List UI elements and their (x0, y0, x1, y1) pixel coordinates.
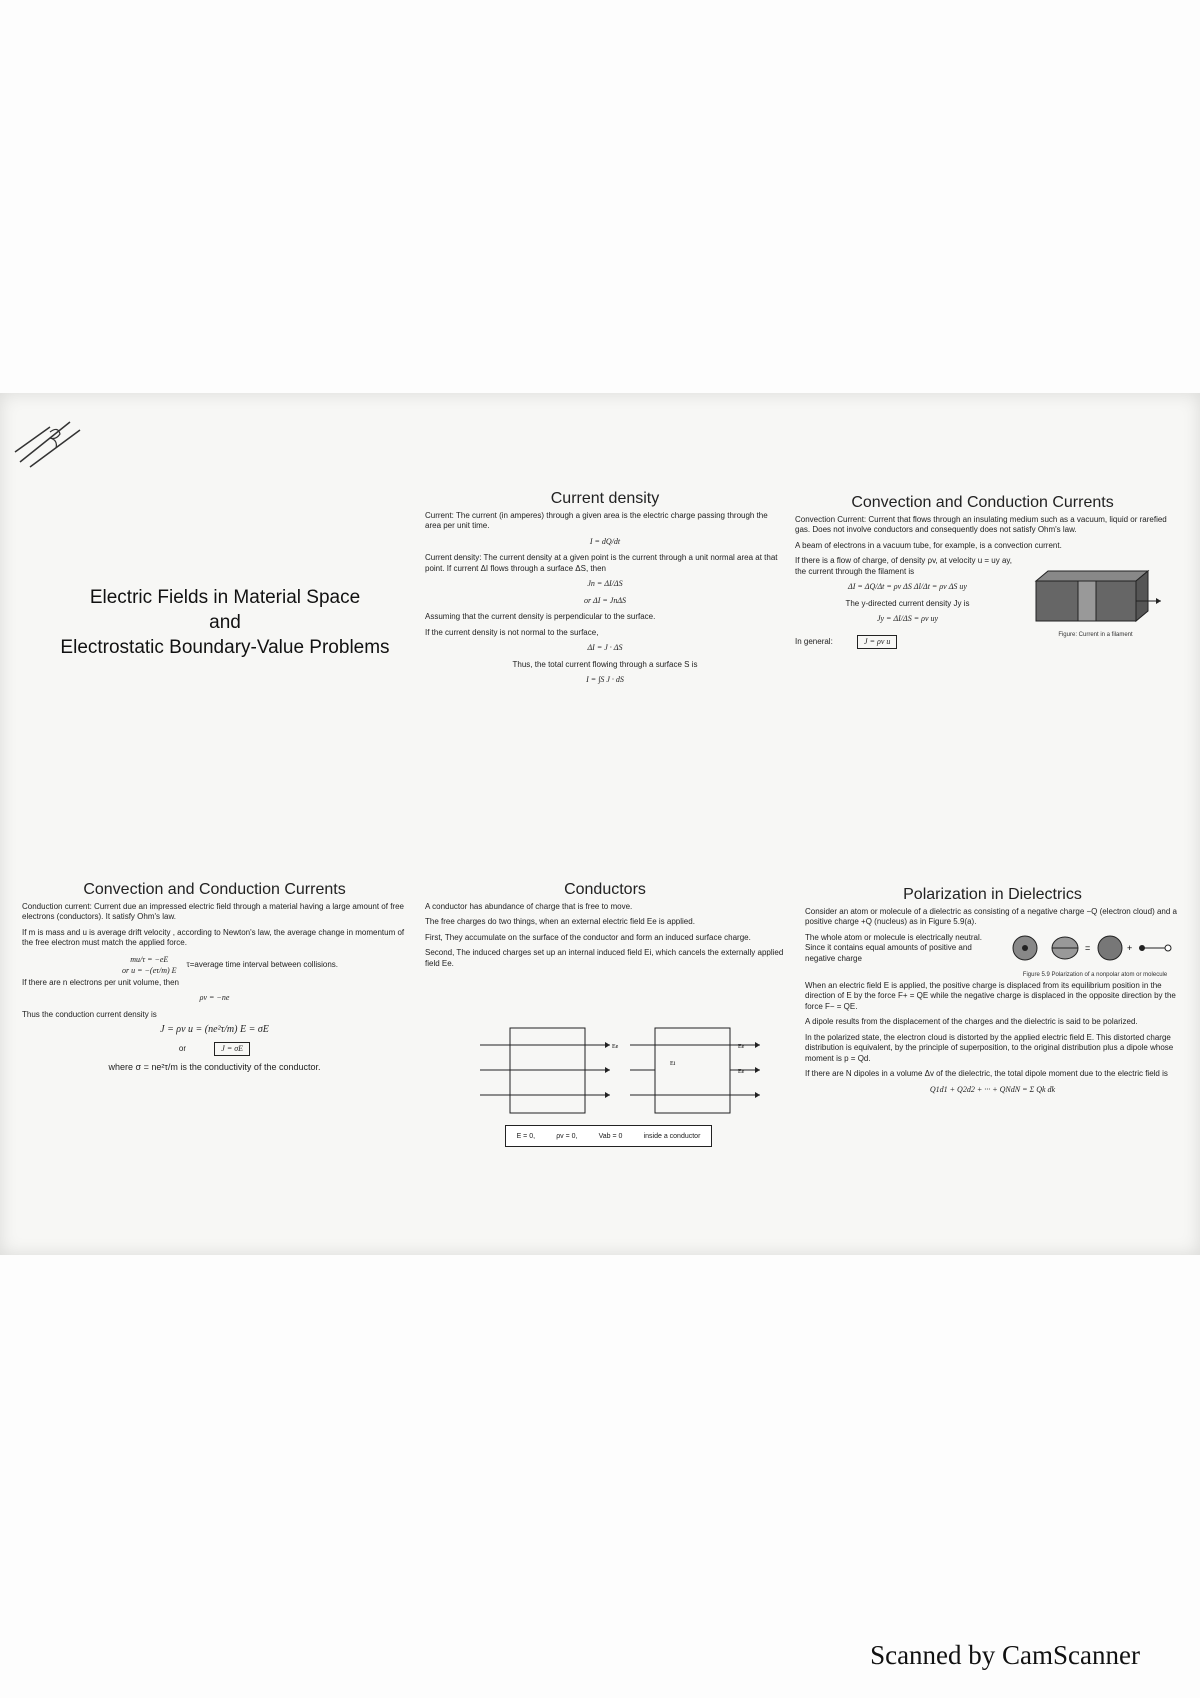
not-normal-note: If the current density is not normal to the surface, (425, 627, 599, 637)
filament-figure-caption: Figure: Current in a filament (1058, 631, 1133, 638)
conductors-p2: The free charges do two things, when an external electric field Ee is applied. (425, 917, 695, 926)
conduction-density-text: Thus the conduction current density is (22, 1009, 157, 1019)
vacuum-tube-example: A beam of electrons in a vacuum tube, for example, is a convection current. (795, 540, 1062, 550)
delta-i-equation: or ΔI = JnΔS (583, 595, 627, 605)
conductors-panel (425, 881, 785, 974)
momentum-equation: mu/τ = −eE (130, 954, 169, 964)
conductor-boundary-conditions (505, 1125, 712, 1147)
conductivity-note: where σ = ne²τ/m is the conductivity of the conductor. (108, 1062, 321, 1072)
polarization-panel (805, 886, 1180, 1101)
perpendicular-note: Assuming that the current density is perpendicular to the surface. (425, 612, 656, 621)
title-line-1: Electric Fields in Material Space (89, 587, 361, 608)
field-label-4: Ee (738, 1069, 745, 1075)
current-density-heading: Current density (550, 490, 660, 507)
in-general-label: In general: (795, 636, 833, 646)
document-title (30, 585, 420, 660)
charge-density-equation: ρv = −ne (199, 993, 230, 1002)
svg-text:=: = (1085, 942, 1091, 953)
conduction-density-equation: J = ρv u = (ne²τ/m) E = σE (160, 1024, 269, 1035)
flow-of-charge-text: If there is a flow of charge, of density ρv, at velocity u = uy ay, the current through the filament is (795, 556, 1013, 576)
scanner-watermark: Scanned by CamScanner (870, 1640, 1140, 1670)
field-label-1: Ee (612, 1044, 619, 1050)
n-electrons-text: If there are n electrons per unit volume, then (22, 977, 179, 987)
total-current-note: Thus, the total current flowing through a surface S is (512, 659, 698, 669)
polarization-p4: A dipole results from the displacement of the charges and the dielectric is said to be polarized. (805, 1017, 1138, 1026)
polarization-p3: When an electric field E is applied, the positive charge is displaced from its equilibrium position in the direction of E by the force F+ = QE while the negative charge is displaced in the opposite direction by the force F− = QE. (805, 980, 1176, 1011)
conductors-heading: Conductors (564, 881, 646, 898)
conductors-p1: A conductor has abundance of charge that is free to move. (425, 901, 633, 911)
field-label-3: Ee (738, 1044, 745, 1050)
field-label-2: Ei (670, 1061, 676, 1067)
tau-note: τ=average time interval between collisions. (186, 960, 339, 970)
convection-heading-top: Convection and Conduction Currents (851, 494, 1114, 511)
integral-equation: I = ∫S J · dS (586, 675, 624, 684)
y-directed-text: The y-directed current density Jy is (845, 598, 970, 608)
velocity-equation: or u = −(eτ/m) E (122, 966, 177, 975)
rho-zero: ρv = 0, (556, 1132, 578, 1140)
polarization-heading: Polarization in Dielectrics (903, 886, 1082, 903)
polarization-figure (1010, 933, 1180, 981)
general-current-equation: J = ρv u (857, 635, 897, 650)
inside-conductor: inside a conductor (643, 1132, 701, 1140)
drift-velocity-text: If m is mass and u is average drift velocity , according to Newton's law, the average change in momentum of the free electron must match the applied force. (22, 927, 405, 947)
e-zero: E = 0, (516, 1132, 536, 1140)
current-density-definition: Current density: The current density at a given point is the current through a unit normal area at that point. If current ΔI flows through a surface ΔS, then (425, 553, 778, 573)
polarization-p2: The whole atom or molecule is electrically neutral. Since it contains equal amounts of positive and negative charge (805, 932, 982, 963)
current-definition: Current: The current (in amperes) through a given area is the electric charge passing through the area per unit time. (425, 510, 768, 530)
conductors-p3: First, They accumulate on the surface of the conductor and form an induced surface charge. (425, 932, 751, 942)
filament-current-equation: ΔI = ΔQ/Δt = ρv ΔS Δl/Δt = ρv ΔS uy (848, 582, 967, 591)
svg-text:+: + (1127, 942, 1133, 953)
convection-heading-bottom: Convection and Conduction Currents (83, 881, 346, 898)
handwritten-mark (10, 412, 90, 472)
current-density-panel (425, 490, 785, 692)
conductors-p4: Second, The induced charges set up an internal induced field Ei, which cancels the externally applied field Ee. (425, 948, 784, 968)
polarization-figure-caption: Figure 5.9 Polarization of a nonpolar atom or molecule (1022, 972, 1168, 978)
filament-figure (1028, 556, 1163, 649)
polarization-p1: Consider an atom or molecule of a dielectric as consisting of a negative charge −Q (electron cloud) and a positive charge +Q (nucleus) as in Figure 5.9(a). (805, 906, 1177, 926)
convection-definition: Convection Current: Current that flows through an insulating medium such as a vacuum, liquid or rarefied gas. Does not involve conductors and consequently does not satisfy Ohm's law. (795, 514, 1167, 534)
title-line-3: Electrostatic Boundary-Value Problems (60, 637, 390, 658)
current-equation: I = dQ/dt (589, 536, 621, 546)
conductor-field-diagram (480, 1020, 770, 1120)
polarization-p6: If there are N dipoles in a volume Δv of the dielectric, the total dipole moment due to the electric field is (805, 1069, 1168, 1078)
dot-equation: ΔI = J · ΔS (587, 643, 623, 652)
jy-equation: Jy = ΔI/ΔS = ρv uy (876, 614, 939, 623)
vab-zero: Vab = 0 (598, 1132, 623, 1140)
convection-current-panel (795, 494, 1170, 649)
polarization-p5: In the polarized state, the electron cloud is distorted by the applied electric field E. This distorted charge distribution is equivalent, by the principle of superposition, to the original distribution plus a dipole whose moment is p = Qd. (805, 1032, 1174, 1063)
dipole-sum-equation: Q1d1 + Q2d2 + ··· + QNdN = Σ Qk dk (929, 1084, 1056, 1094)
jn-equation: Jn = ΔI/ΔS (587, 579, 623, 588)
conduction-current-panel (22, 881, 407, 1078)
title-line-2: and (209, 612, 241, 633)
conduction-definition: Conduction current: Current due an impressed electric field through a material having a large amount of free electrons (conductors). It satisfy Ohm's law. (22, 901, 404, 921)
or-label: or (178, 1043, 187, 1053)
ohm-law-equation: J = σE (214, 1042, 250, 1057)
